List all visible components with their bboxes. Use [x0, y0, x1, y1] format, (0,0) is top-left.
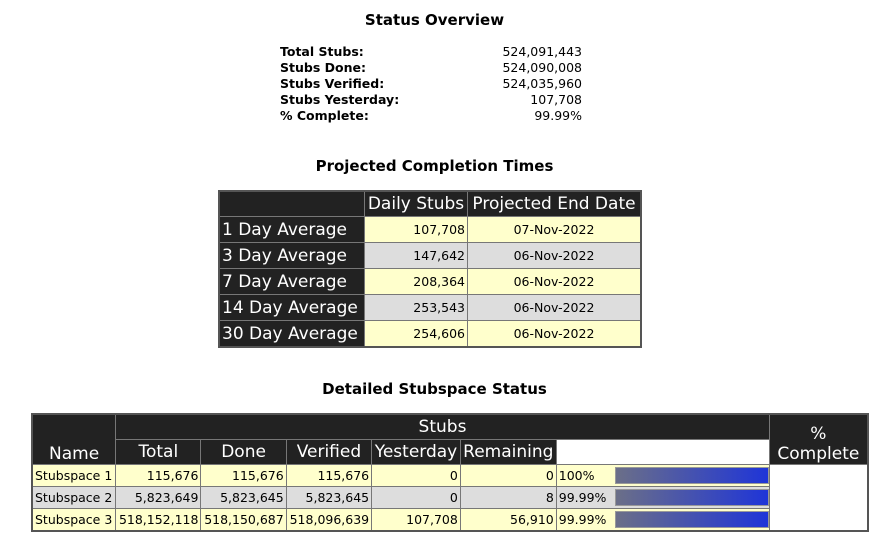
- stubspace-name: Stubspace 3: [32, 509, 116, 532]
- progress-bar: [615, 467, 769, 484]
- end-date-cell: 06-Nov-2022: [468, 295, 642, 321]
- progress-bar-fill: [616, 490, 768, 505]
- overview-row-complete: [280, 108, 582, 124]
- daily-stubs-header: Daily Stubs: [365, 191, 468, 217]
- daily-stubs-cell: 208,364: [365, 269, 468, 295]
- remaining-cell: 56,910: [460, 509, 556, 532]
- table-row: [219, 243, 641, 269]
- yesterday-cell: 107,708: [372, 509, 461, 532]
- overview-row-done: [280, 60, 582, 76]
- overview-value: 99.99%: [534, 108, 582, 123]
- overview-value: 524,090,008: [502, 60, 582, 75]
- remaining-cell: 8: [460, 487, 556, 509]
- overview-value: 107,708: [530, 92, 582, 107]
- projected-table: [218, 190, 642, 348]
- overview-row-total: [280, 44, 582, 60]
- complete-cell: [556, 487, 769, 509]
- done-cell: 518,150,687: [201, 509, 286, 532]
- table-row: [32, 487, 868, 509]
- stubs-group-header: Stubs: [116, 414, 770, 440]
- done-header: Done: [201, 440, 286, 465]
- daily-stubs-cell: 254,606: [365, 321, 468, 348]
- detailed-title: Detailed Stubspace Status: [322, 380, 547, 398]
- complete-cell: [556, 509, 769, 532]
- complete-percent: 99.99%: [558, 512, 607, 527]
- daily-stubs-cell: 253,543: [365, 295, 468, 321]
- row-label: 30 Day Average: [219, 321, 365, 348]
- table-row: [219, 295, 641, 321]
- table-row: [32, 509, 868, 532]
- progress-bar: [615, 489, 769, 506]
- table-row: [32, 465, 868, 487]
- projected-end-date-header: Projected End Date: [468, 191, 642, 217]
- verified-cell: 115,676: [286, 465, 371, 487]
- overview-row-yesterday: [280, 92, 582, 108]
- table-row: [219, 269, 641, 295]
- verified-cell: 518,096,639: [286, 509, 371, 532]
- row-label: 14 Day Average: [219, 295, 365, 321]
- stubspace-name: Stubspace 1: [32, 465, 116, 487]
- daily-stubs-cell: 147,642: [365, 243, 468, 269]
- remaining-header: Remaining: [460, 440, 556, 465]
- total-header: Total: [116, 440, 201, 465]
- overview-label: Stubs Done:: [280, 60, 366, 75]
- projected-title: Projected Completion Times: [315, 157, 554, 175]
- yesterday-cell: 0: [372, 465, 461, 487]
- overview-value: 524,091,443: [502, 44, 582, 59]
- status-overview: [280, 44, 582, 124]
- complete-percent: 100%: [558, 468, 595, 483]
- complete-header: % Complete: [769, 414, 868, 465]
- end-date-cell: 06-Nov-2022: [468, 269, 642, 295]
- name-header: Name: [32, 414, 116, 465]
- remaining-cell: 0: [460, 465, 556, 487]
- complete-cell: [556, 465, 769, 487]
- total-cell: 115,676: [116, 465, 201, 487]
- progress-bar: [615, 511, 769, 528]
- yesterday-header: Yesterday: [372, 440, 461, 465]
- detailed-table: [31, 413, 869, 532]
- table-row: [219, 321, 641, 348]
- detail-header-row: [32, 440, 868, 465]
- total-cell: 518,152,118: [116, 509, 201, 532]
- status-overview-title: Status Overview: [364, 11, 505, 29]
- overview-value: 524,035,960: [502, 76, 582, 91]
- daily-stubs-cell: 107,708: [365, 217, 468, 243]
- done-cell: 115,676: [201, 465, 286, 487]
- row-label: 7 Day Average: [219, 269, 365, 295]
- overview-label: Stubs Yesterday:: [280, 92, 400, 107]
- overview-label: Total Stubs:: [280, 44, 364, 59]
- verified-cell: 5,823,645: [286, 487, 371, 509]
- overview-label: Stubs Verified:: [280, 76, 385, 91]
- complete-percent: 99.99%: [558, 490, 607, 505]
- projected-corner-header: [219, 191, 365, 217]
- progress-bar-fill: [616, 468, 768, 483]
- detail-group-header-row: [32, 414, 868, 440]
- row-label: 1 Day Average: [219, 217, 365, 243]
- total-cell: 5,823,649: [116, 487, 201, 509]
- projected-header-row: [219, 191, 641, 217]
- table-row: [219, 217, 641, 243]
- stubspace-name: Stubspace 2: [32, 487, 116, 509]
- verified-header: Verified: [286, 440, 371, 465]
- done-cell: 5,823,645: [201, 487, 286, 509]
- yesterday-cell: 0: [372, 487, 461, 509]
- end-date-cell: 06-Nov-2022: [468, 243, 642, 269]
- overview-row-verified: [280, 76, 582, 92]
- progress-bar-fill: [616, 512, 768, 527]
- row-label: 3 Day Average: [219, 243, 365, 269]
- end-date-cell: 06-Nov-2022: [468, 321, 642, 348]
- end-date-cell: 07-Nov-2022: [468, 217, 642, 243]
- overview-label: % Complete:: [280, 108, 369, 123]
